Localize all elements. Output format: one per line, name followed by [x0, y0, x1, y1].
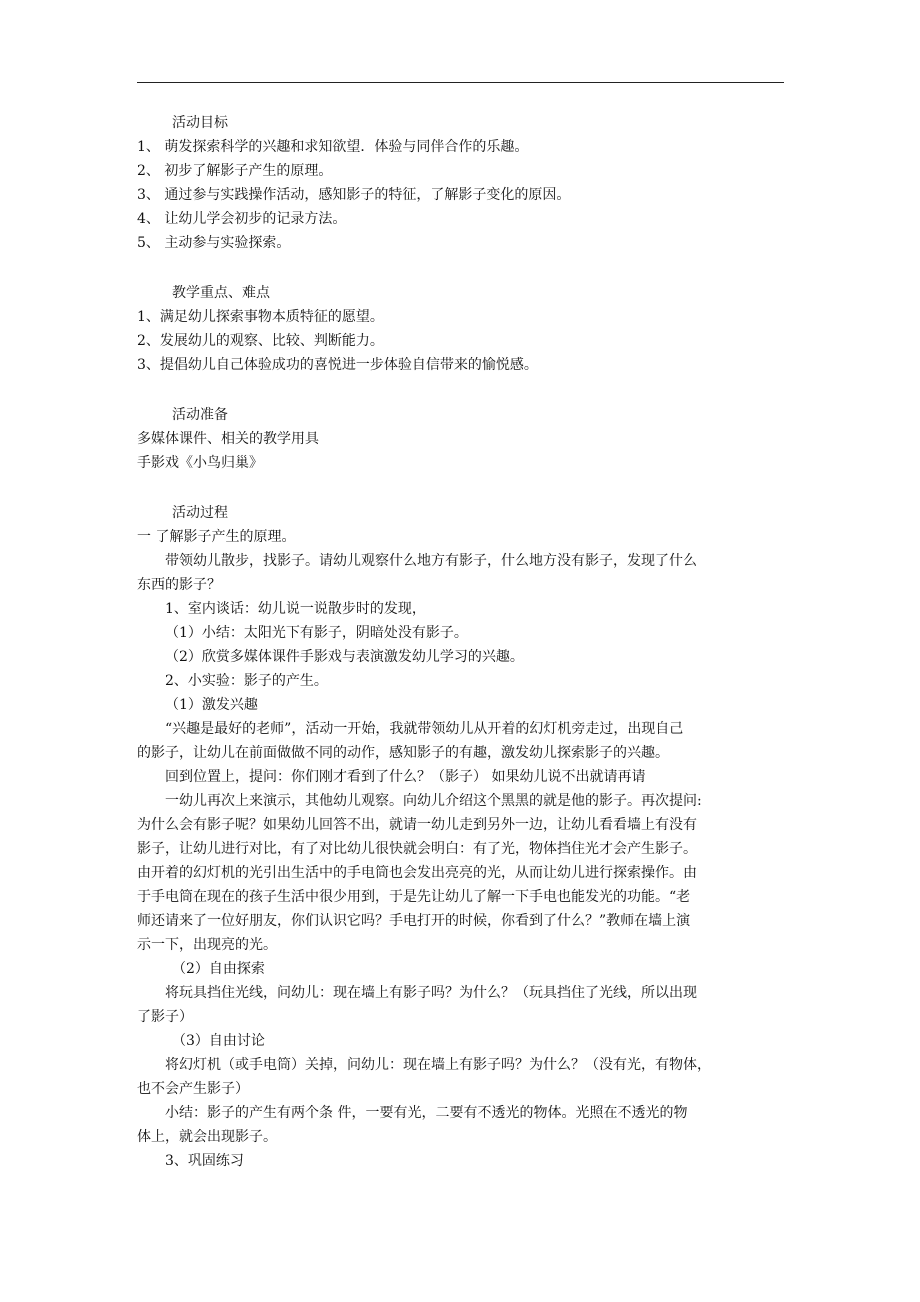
free-paragraph-line-2: 了影子）	[137, 1009, 193, 1025]
goal-item-1: 1、 萌发探索科学的兴趣和求知欲望．体验与同伴合作的乐趣。	[137, 139, 529, 155]
demo-paragraph-line-4: 由开着的幻灯机的光引出生活中的手电筒也会发出亮亮的光，从而让幼儿进行探索操作。由	[137, 865, 697, 881]
document-body	[137, 111, 792, 1173]
goal-item-3: 3、 通过参与实践操作活动，感知影子的特征，了解影子变化的原因。	[137, 187, 571, 203]
interest-paragraph-line-1: “兴趣是最好的老师”，活动一开始，我就带领幼儿从开着的幻灯机旁走过，出现自己	[165, 721, 684, 737]
discuss-paragraph-line-1: 将幻灯机（或手电筒）关掉，问幼儿：现在墙上有影子吗？为什么？（没有光，有物体，	[165, 1057, 711, 1073]
walk-paragraph-line-2: 东西的影子？	[137, 577, 221, 593]
demo-paragraph-line-5: 于手电筒在现在的孩子生活中很少用到，于是先让幼儿了解一下手电也能发光的功能。“老	[137, 889, 691, 905]
experiment-sub-3: （3）自由讨论	[172, 1033, 265, 1049]
header-rule	[137, 82, 784, 83]
talk-title: 1、室内谈话：幼儿说一说散步时的发现，	[165, 601, 426, 617]
goal-item-2: 2、 初步了解影子产生的原理。	[137, 163, 333, 179]
key-point-2: 2、发展幼儿的观察、比较、判断能力。	[137, 333, 384, 349]
summary-paragraph-line-2: 体上，就会出现影子。	[137, 1129, 277, 1145]
section-1-title: 一 了解影子产生的原理。	[137, 529, 296, 545]
key-point-3: 3、提倡幼儿自己体验成功的喜悦进一步体验自信带来的愉悦感。	[137, 357, 538, 373]
talk-item-2: （2）欣赏多媒体课件手影戏与表演激发幼儿学习的兴趣。	[165, 649, 524, 665]
preparation-heading: 活动准备	[172, 407, 228, 423]
summary-paragraph-line-1: 小结：影子的产生有两个条 件，一要有光，二要有不透光的物体。光照在不透光的物	[165, 1105, 688, 1121]
process-heading: 活动过程	[172, 505, 228, 521]
goals-heading: 活动目标	[172, 115, 228, 131]
discuss-paragraph-line-2: 也不会产生影子）	[137, 1081, 249, 1097]
demo-paragraph-line-3: 影子，让幼儿进行对比，有了对比幼儿很快就会明白：有了光，物体挡住光才会产生影子。	[137, 841, 697, 857]
demo-paragraph-line-7: 示一下，出现亮的光。	[137, 937, 277, 953]
key-points-heading: 教学重点、难点	[172, 285, 270, 301]
demo-paragraph-line-6: 师还请来了一位好朋友，你们认识它吗？手电打开的时候，你看到了什么？”教师在墙上演	[137, 913, 691, 929]
key-point-1: 1、满足幼儿探索事物本质特征的愿望。	[137, 309, 384, 325]
goal-item-4: 4、 让幼儿学会初步的记录方法。	[137, 211, 347, 227]
preparation-item-1: 多媒体课件、相关的教学用具	[137, 431, 319, 447]
practice-title: 3、巩固练习	[165, 1153, 244, 1169]
walk-paragraph-line-1: 带领幼儿散步，找影子。请幼儿观察什么地方有影子，什么地方没有影子，发现了什么	[165, 553, 697, 569]
talk-item-1: （1）小结：太阳光下有影子，阴暗处没有影子。	[165, 625, 468, 641]
goal-item-5: 5、 主动参与实验探索。	[137, 235, 291, 251]
experiment-title: 2、小实验：影子的产生。	[165, 673, 328, 689]
preparation-item-2: 手影戏《小鸟归巢》	[137, 455, 263, 471]
experiment-sub-1: （1）激发兴趣	[165, 697, 258, 713]
back-paragraph-line: 回到位置上，提问：你们刚才看到了什么？（影子） 如果幼儿说不出就请再请	[165, 769, 646, 785]
free-paragraph-line-1: 将玩具挡住光线，问幼儿：现在墙上有影子吗？为什么？（玩具挡住了光线，所以出现	[165, 985, 697, 1001]
interest-paragraph-line-2: 的影子，让幼儿在前面做做不同的动作，感知影子的有趣，激发幼儿探索影子的兴趣。	[137, 745, 669, 761]
demo-paragraph-line-1: 一幼儿再次上来演示，其他幼儿观察。向幼儿介绍这个黑黑的就是他的影子。再次提问:	[165, 793, 702, 809]
demo-paragraph-line-2: 为什么会有影子呢？如果幼儿回答不出，就请一幼儿走到另外一边，让幼儿看看墙上有没有	[137, 817, 697, 833]
experiment-sub-2: （2）自由探索	[172, 961, 265, 977]
